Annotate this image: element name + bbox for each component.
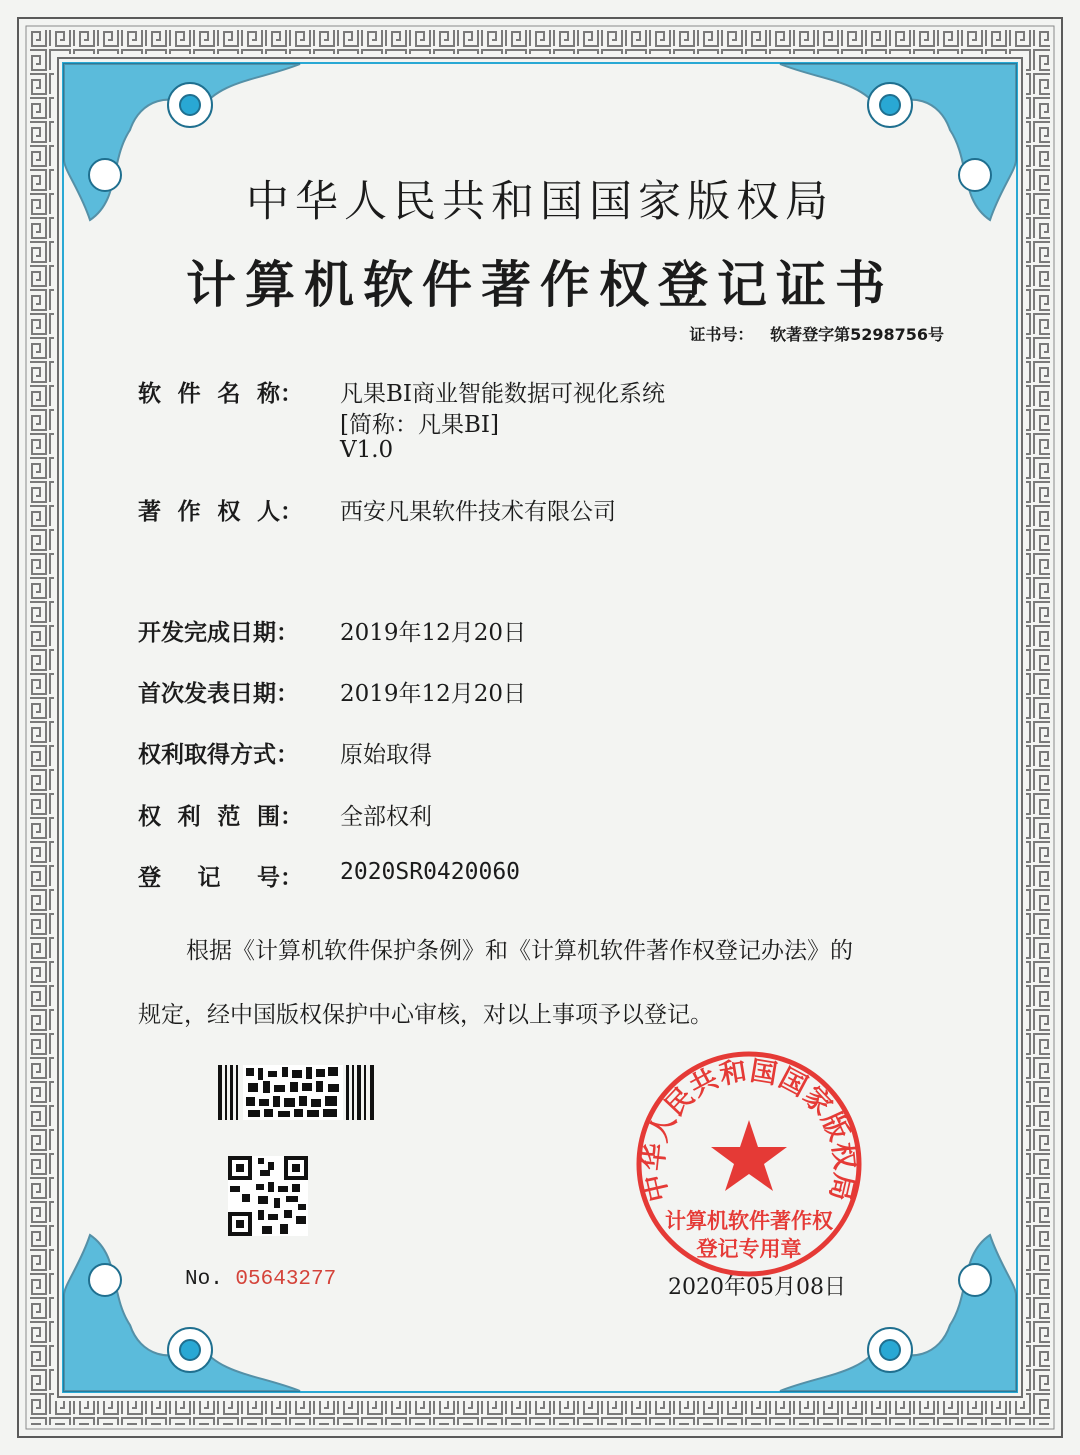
software-name-value: 凡果BI商业智能数据可视化系统 [340,381,665,407]
serial-number [185,1268,336,1291]
certificate-number-label: 证书号： [689,325,754,344]
scope-value: 全部权利 [340,804,432,830]
pub-date-label: 首次发表日期： [138,681,299,707]
issue-date: 2020年05月08日 [668,1275,846,1300]
acquire-label: 权利取得方式： [138,742,299,768]
certificate-number [689,322,944,345]
pub-date-value: 2019年12月20日 [340,681,527,707]
official-seal [633,1048,865,1280]
corner-ornament-bl [64,1235,300,1391]
seal-line-2: 登记专用章 [696,1237,802,1261]
software-name-label: 软 件 名 称： [138,381,303,407]
qr-code [228,1156,308,1236]
statement-line-1: 根据《计算机软件保护条例》和《计算机软件著作权登记办法》的 [186,938,853,964]
software-version: V1.0 [340,437,394,463]
barcode [218,1065,376,1120]
seal-ring-text: 中华人民共和国国家版权局 [638,1055,860,1205]
owner-value: 西安凡果软件技术有限公司 [340,499,616,525]
dev-date-label: 开发完成日期： [138,620,299,646]
serial-prefix: No. [185,1268,223,1291]
certificate-number-value: 软著登字第5298756号 [770,325,944,344]
owner-label: 著 作 权 人： [138,499,303,525]
issuing-agency: 中华人民共和国国家版权局 [246,177,834,227]
scope-label: 权 利 范 围： [138,804,303,830]
serial-value: 05643277 [235,1268,337,1291]
acquire-value: 原始取得 [340,742,432,768]
certificate-title: 计算机软件著作权登记证书 [186,256,894,314]
reg-label: 登 记 号： [138,865,303,891]
seal-line-1: 计算机软件著作权 [665,1209,833,1233]
reg-no-value: 2020SR0420060 [340,859,521,885]
software-short-name: [简称：凡果BI] [340,412,499,438]
dev-date-value: 2019年12月20日 [340,620,527,646]
statement-line-2: 规定，经中国版权保护中心审核，对以上事项予以登记。 [138,1002,713,1028]
seal-star-icon [711,1120,787,1191]
